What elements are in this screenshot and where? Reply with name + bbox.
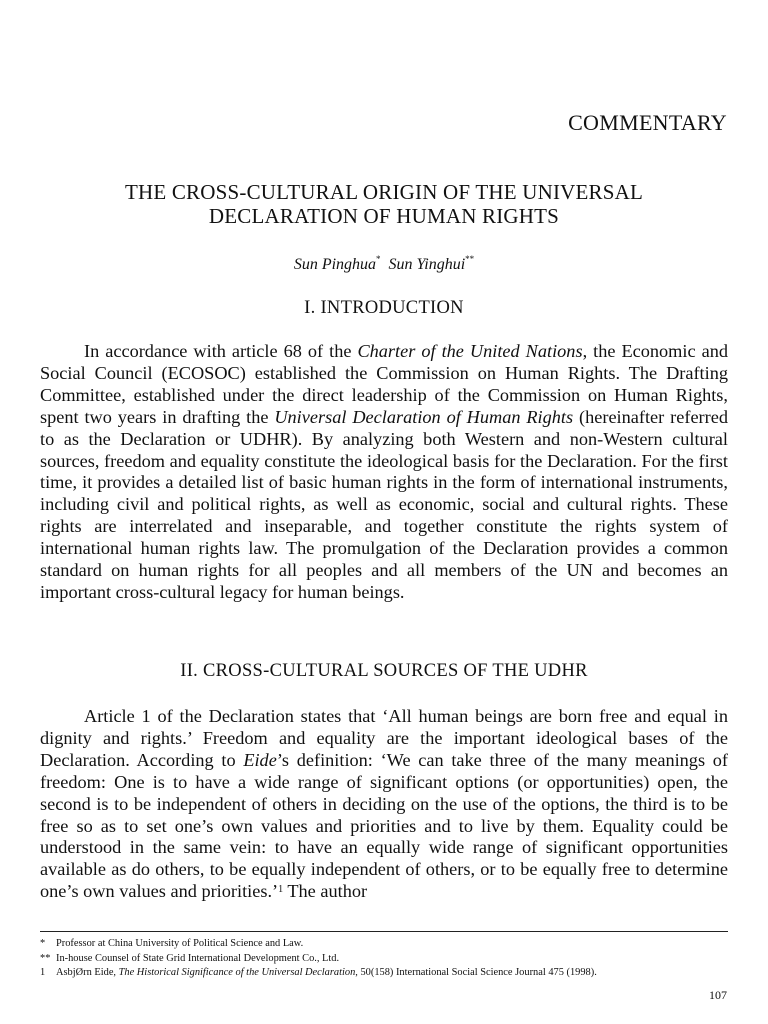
- footnote-1: [40, 966, 728, 981]
- author-1: Sun Pinghua: [293, 256, 377, 273]
- footnote-italic-title: The Historical Significance of the Universal Declaration: [118, 967, 356, 978]
- text-run: (hereinafter referred to as the Declaration or UDHR). By analyzing both Western and non-Western cultural sources, freedom and equality constitute the ideological basis for the Declaration. For the first time, it provides a detailed list of basic human rights in the form of international instruments, including civil and political rights, as well as economic, social and cultural rights. These rights are interrelated and inseparable, and together constitute the rights system of international human rights law. The promulgation of the Declaration provides a common standard on human rights for all peoples and all members of the UN and becomes an important cross-cultural legacy for human beings.: [40, 406, 728, 602]
- author-2: Sun Yinghui: [388, 256, 466, 273]
- sources-paragraph: [40, 706, 728, 903]
- italic-title-charter: Charter of the United Nations: [357, 341, 583, 361]
- author-2-note-mark[interactable]: **: [465, 254, 475, 264]
- footnotes: [40, 937, 728, 981]
- text-run: In accordance with article 68 of the: [84, 341, 358, 361]
- footnote-reference-1[interactable]: 1: [278, 884, 284, 896]
- footnote-author-2: [40, 952, 728, 967]
- text-run: , the Economic and Social Council (ECOSOC) established the Commission on Human Rights. The Drafting Committee, established under the direct leadership of the Commission on Human Rights, spent two years in drafting the: [40, 341, 728, 427]
- footnote-author-1: [40, 937, 728, 952]
- introduction-paragraph: [40, 341, 728, 604]
- page-number: 107: [709, 988, 727, 1002]
- footnote-text: AsbjØrn Eide,: [56, 967, 119, 978]
- footnote-mark: 1: [40, 967, 46, 978]
- footnote-text: , 50(158) International Social Science Journal 475 (1998).: [355, 967, 597, 978]
- text-run: Article 1 of the Declaration states that ‘All human beings are born free and equal in dignity and rights.’ Freedom and equality are the important ideological bases of the Declaration. According to: [40, 706, 728, 770]
- text-run: ’s definition: ‘We can take three of the many meanings of freedom: One is to have a wide range of significant options (or opportunities) open, the second is to be independent of others in deciding on the use of the options, the third is to be free so as to set one’s own values and priorities and to live by them. Equality could be understood in the same vein: to have an equally wide range of significant opportunities available as do others, to be equally independent of others, or to be equally free to determine one’s own values and priorities.’: [40, 749, 728, 902]
- footnote-mark: *: [40, 938, 46, 949]
- author-1-note-mark[interactable]: *: [376, 254, 381, 264]
- title-line-2: DECLARATION OF HUMAN RIGHTS: [208, 204, 560, 228]
- section-label: COMMENTARY: [568, 110, 727, 135]
- footnote-mark: **: [40, 952, 51, 964]
- italic-title-udhr: Universal Declaration of Human Rights: [274, 406, 574, 427]
- footnote-divider: [40, 931, 728, 932]
- section-heading-sources: II. CROSS-CULTURAL SOURCES OF THE UDHR: [180, 661, 588, 681]
- title-line-1: THE CROSS-CULTURAL ORIGIN OF THE UNIVERSAL: [124, 180, 644, 204]
- italic-name-eide: Eide: [243, 749, 277, 770]
- article-title: [40, 180, 728, 228]
- author-line: [40, 256, 728, 274]
- section-heading-introduction: I. INTRODUCTION: [304, 298, 464, 318]
- footnote-text: In-house Counsel of State Grid International Development Co., Ltd.: [56, 952, 340, 964]
- text-run: The author: [283, 881, 368, 902]
- footnote-text: Professor at China University of Political Science and Law.: [56, 938, 304, 949]
